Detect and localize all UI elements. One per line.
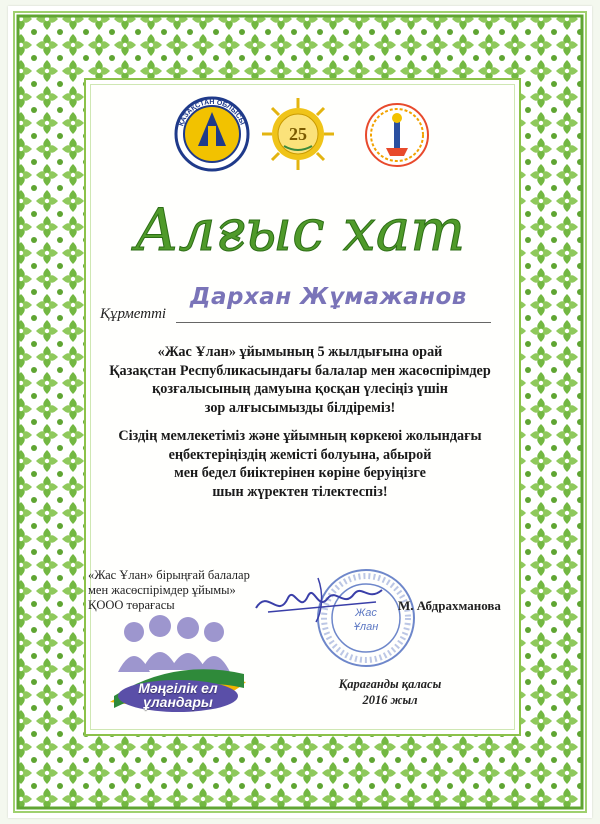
zhas-ulan-emblem-logo bbox=[364, 102, 430, 168]
body-line: зор алғысымызды білдіреміз! bbox=[204, 399, 396, 416]
body-line: қозғалысының дамуына қосқан үлесіңіз үшін bbox=[152, 381, 448, 397]
kazakhstan-emblem-logo bbox=[174, 96, 250, 172]
svg-text:Жас: Жас bbox=[355, 607, 377, 619]
recipient-name: Дархан Жұмажанов bbox=[190, 284, 467, 310]
badge-line-2: ұландары bbox=[143, 694, 213, 710]
organization-line: ҚООО төрағасы bbox=[88, 598, 175, 612]
issue-year: 2016 жыл bbox=[362, 693, 418, 707]
body-paragraph-1 bbox=[104, 343, 496, 417]
body-line: мен бедел биіктерінен көріне беруіңізге bbox=[174, 465, 426, 481]
body-line: «Жас Ұлан» ұйымының 5 жылдығына орай bbox=[157, 344, 443, 360]
organization-block bbox=[88, 568, 250, 613]
signer-name: М. Абдрахманова bbox=[398, 598, 501, 613]
svg-text:Алғыс хат: Алғыс хат bbox=[134, 196, 466, 264]
anniversary-25-sun-logo bbox=[260, 96, 336, 172]
body-line: Қазақстан Республикасындағы балалар мен жасөспірімдер bbox=[109, 362, 491, 379]
certificate-title bbox=[100, 188, 500, 272]
badge-line-1: Мәңгілік ел bbox=[138, 680, 218, 696]
body-paragraph-2 bbox=[104, 427, 496, 501]
name-underline bbox=[176, 322, 491, 323]
body-line: еңбектеріңіздің жемісті болуына, абырой bbox=[168, 446, 432, 463]
place-name: Қарағанды қаласы bbox=[338, 677, 442, 691]
svg-text:ҚАЗАҚСТАН ОБЛЫСЫ: ҚАЗАҚСТАН ОБЛЫСЫ bbox=[178, 98, 246, 128]
svg-text:25: 25 bbox=[289, 124, 307, 144]
place-and-date bbox=[330, 676, 450, 708]
organization-line: «Жас Ұлан» бірыңғай балалар bbox=[88, 568, 250, 582]
salutation-label: Құрметті bbox=[100, 306, 167, 322]
organization-line: мен жасөспірімдер ұйымы» bbox=[88, 583, 236, 597]
body-line: шын жүректен тілектеспіз! bbox=[212, 483, 388, 500]
svg-text:Ұлан: Ұлан bbox=[353, 621, 379, 633]
body-line: Сіздің мемлекетіміз және ұйымның көркеюі жолындағы bbox=[118, 428, 482, 444]
handwritten-signature bbox=[248, 568, 398, 628]
